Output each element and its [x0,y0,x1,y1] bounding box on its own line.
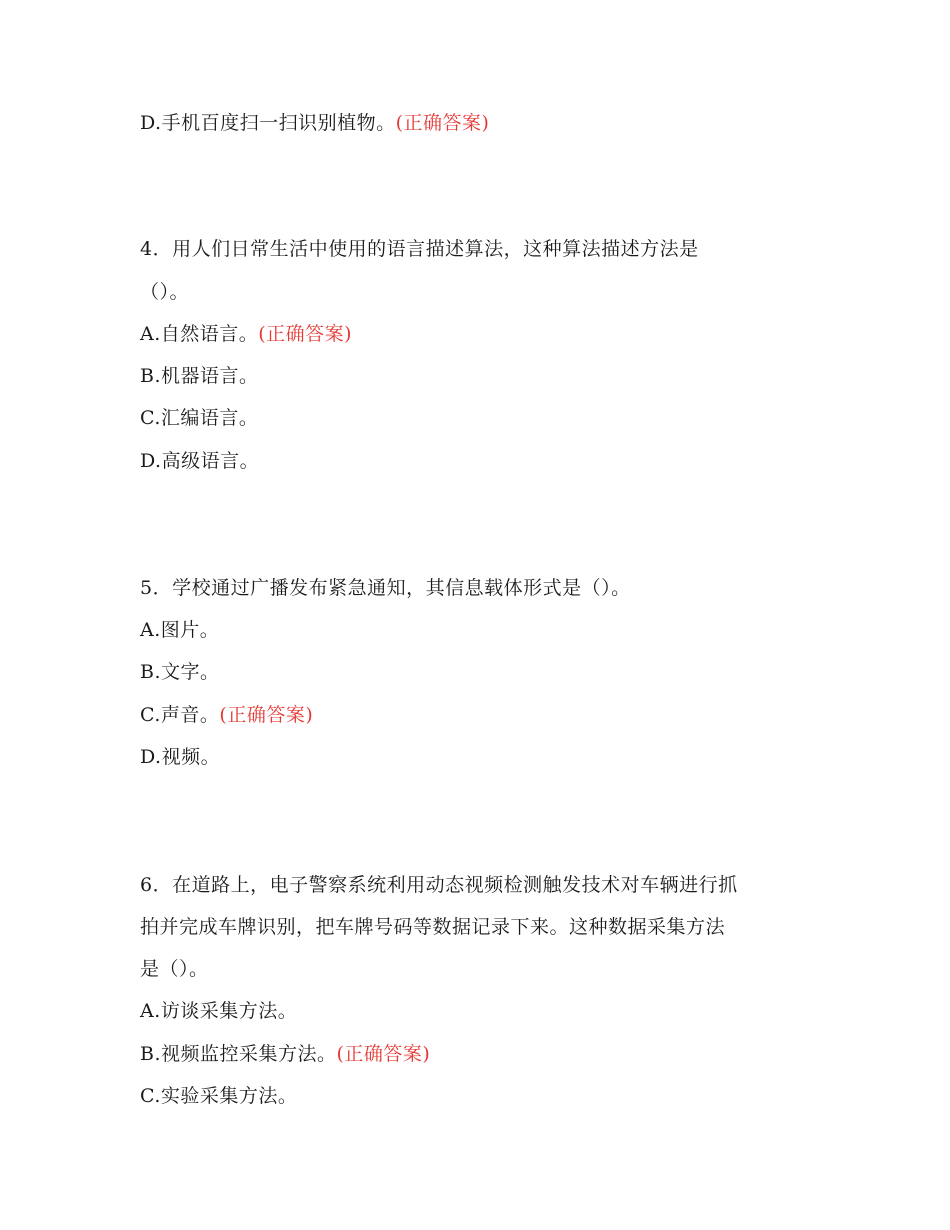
q5-option-c [140,703,313,727]
q6-stem-line-2: 拍并完成车牌识别，把车牌号码等数据记录下来。这种数据采集方法 [140,916,726,938]
q4-stem-line-1: 4．用人们日常生活中使用的语言描述算法，这种算法描述方法是 [140,238,699,260]
q6-option-b [140,1042,430,1066]
q5-option-b: B.文字。 [140,661,220,683]
correct-answer-marker: (正确答案) [219,704,314,726]
q6-option-a: A.访谈采集方法。 [140,1000,298,1022]
q6-option-c: C.实验采集方法。 [140,1085,298,1107]
q5-option-a: A.图片。 [140,619,220,641]
q4-option-d: D.高级语言。 [140,450,260,472]
q6-stem-line-3: 是（）。 [140,958,209,980]
q4-option-a [140,322,352,346]
q4-stem-line-2: （）。 [140,281,190,303]
q6-stem-line-1: 6．在道路上，电子警察系统利用动态视频检测触发技术对车辆进行抓 [140,874,738,896]
option-text: D.手机百度扫一扫识别植物。 [140,112,396,134]
q5-stem: 5．学校通过广播发布紧急通知，其信息载体形式是（）。 [140,577,631,599]
q4-option-b: B.机器语言。 [140,365,259,387]
correct-answer-marker: (正确答案) [336,1043,431,1065]
correct-answer-marker: (正确答案) [258,323,353,345]
option-text: C.声音。 [140,704,220,726]
q4-option-c: C.汇编语言。 [140,407,259,429]
option-text: B.视频监控采集方法。 [140,1043,337,1065]
correct-answer-marker: (正确答案) [395,112,490,134]
q3-option-d [140,111,489,135]
q5-option-d: D.视频。 [140,746,221,768]
option-text: A.自然语言。 [140,323,259,345]
